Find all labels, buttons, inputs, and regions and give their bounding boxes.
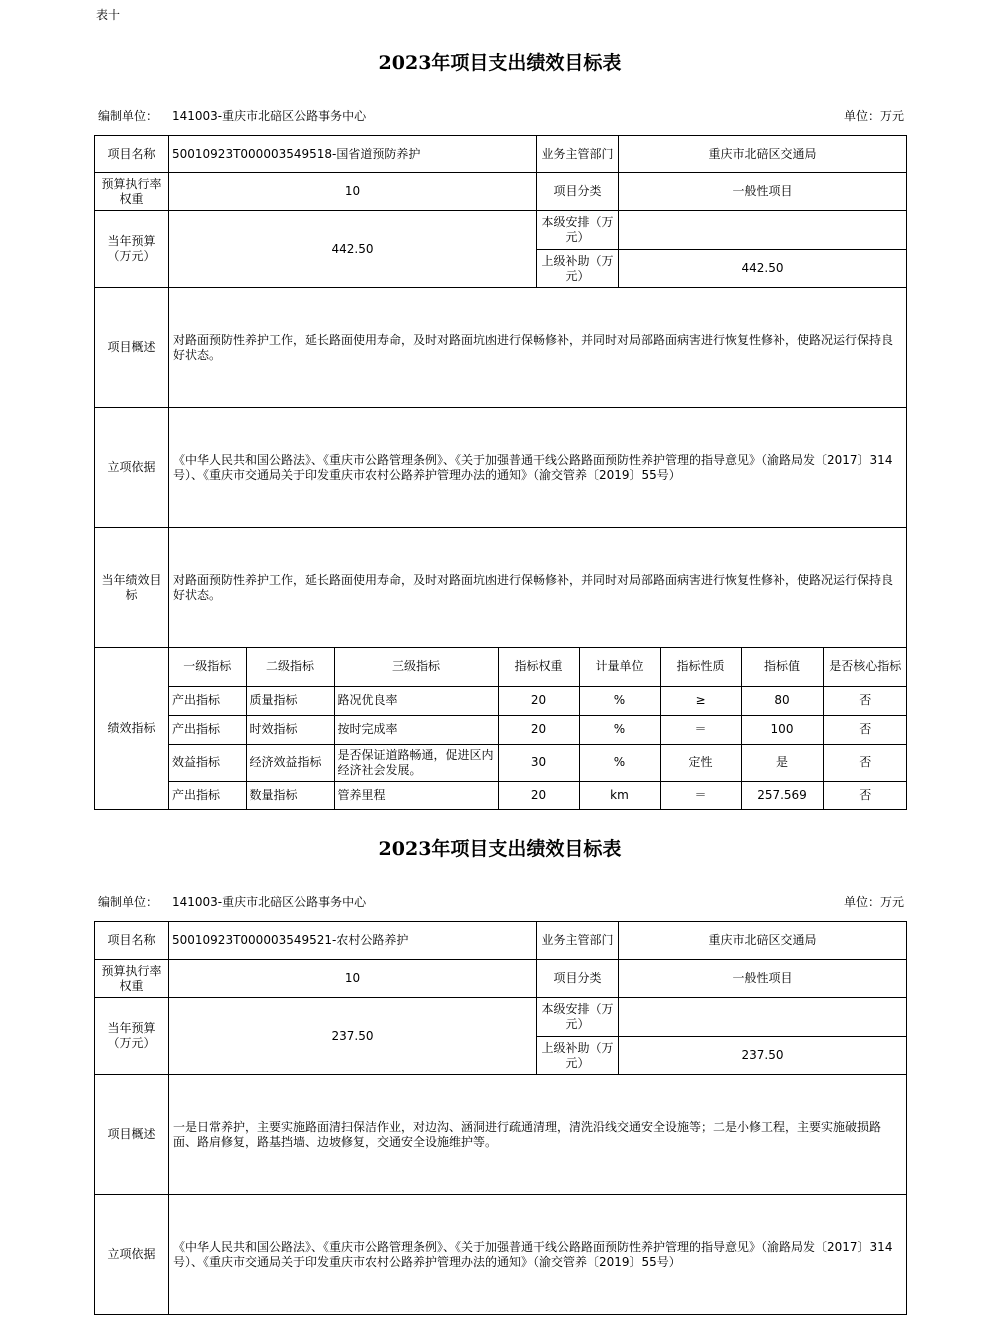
overview-text: 对路面预防性养护工作，延长路面使用寿命，及时对路面坑凼进行保畅修补，并同时对局部路面病害进行恢复性修补，使路况运行保持良好状态。 bbox=[169, 288, 907, 408]
overview-text: 一是日常养护，主要实施路面清扫保洁作业，对边沟、涵洞进行疏通清理，清洗沿线交通安全设施等；二是小修工程，主要实施破损路面、路肩修复，路基挡墙、边坡修复，交通安全设施维护等。 bbox=[169, 1075, 907, 1195]
indicator-level2: 质量指标 bbox=[246, 686, 334, 715]
org-value: 141003-重庆市北碚区公路事务中心 bbox=[172, 109, 367, 123]
indicator-level3: 按时完成率 bbox=[334, 715, 498, 744]
budget-value: 237.50 bbox=[169, 998, 537, 1075]
header-nature: 指标性质 bbox=[660, 648, 741, 686]
indicator-core: 否 bbox=[823, 686, 907, 715]
dept-label: 业务主管部门 bbox=[537, 922, 619, 960]
indicator-weight: 20 bbox=[498, 686, 579, 715]
indicator-weight: 20 bbox=[498, 781, 579, 809]
indicator-level1: 产出指标 bbox=[169, 686, 246, 715]
dept-value: 重庆市北碚区交通局 bbox=[619, 922, 907, 960]
header-level1: 一级指标 bbox=[169, 648, 246, 686]
table-number-label: 表十 bbox=[96, 8, 121, 22]
indicator-table bbox=[169, 648, 907, 809]
indicator-row bbox=[169, 715, 907, 744]
indicator-weight: 30 bbox=[498, 744, 579, 781]
indicator-level2: 经济效益指标 bbox=[246, 744, 334, 781]
money-unit: 单位：万元 bbox=[843, 109, 904, 123]
indicator-core: 否 bbox=[823, 781, 907, 809]
indicator-unit: km bbox=[579, 781, 660, 809]
header-weight: 指标权重 bbox=[498, 648, 579, 686]
project-name-label: 项目名称 bbox=[95, 136, 169, 173]
local-value bbox=[619, 211, 907, 250]
table-meta bbox=[94, 893, 906, 909]
indicator-core: 否 bbox=[823, 744, 907, 781]
local-label: 本级安排（万元） bbox=[537, 211, 619, 250]
project-name-label: 项目名称 bbox=[95, 922, 169, 960]
target-table bbox=[94, 921, 907, 1315]
header-level2: 二级指标 bbox=[246, 648, 334, 686]
table-meta bbox=[94, 107, 906, 123]
indicator-value: 是 bbox=[741, 744, 823, 781]
goal-text: 对路面预防性养护工作，延长路面使用寿命，及时对路面坑凼进行保畅修补，并同时对局部路面病害进行恢复性修补，使路况运行保持良好状态。 bbox=[169, 528, 907, 648]
header-value: 指标值 bbox=[741, 648, 823, 686]
category-label: 项目分类 bbox=[537, 173, 619, 211]
budget-value: 442.50 bbox=[169, 211, 537, 288]
upper-label: 上级补助（万元） bbox=[537, 1037, 619, 1075]
header-level3: 三级指标 bbox=[334, 648, 498, 686]
indicator-value: 257.569 bbox=[741, 781, 823, 809]
indicator-value: 80 bbox=[741, 686, 823, 715]
indicator-row bbox=[169, 686, 907, 715]
budget-label: 当年预算（万元） bbox=[95, 998, 169, 1075]
indicator-level1: 产出指标 bbox=[169, 715, 246, 744]
indicator-level2: 时效指标 bbox=[246, 715, 334, 744]
target-table bbox=[94, 135, 907, 810]
weight-label: 预算执行率权重 bbox=[95, 173, 169, 211]
header-unit: 计量单位 bbox=[579, 648, 660, 686]
weight-value: 10 bbox=[169, 173, 537, 211]
weight-value: 10 bbox=[169, 960, 537, 998]
indicator-row bbox=[169, 781, 907, 809]
indicator-nature: ＝ bbox=[660, 715, 741, 744]
dept-value: 重庆市北碚区交通局 bbox=[619, 136, 907, 173]
basis-text: 《中华人民共和国公路法》、《重庆市公路管理条例》、《关于加强普通干线公路路面预防性养护管理的指导意见》（渝路局发〔2017〕314号）、《重庆市交通局关于印发重庆市农村公路养护管理办法的通知》（渝交管养〔2019〕55号） bbox=[169, 408, 907, 528]
goal-label: 当年绩效目标 bbox=[95, 528, 169, 648]
overview-label: 项目概述 bbox=[95, 288, 169, 408]
org-label: 编制单位： bbox=[98, 109, 159, 123]
basis-text: 《中华人民共和国公路法》、《重庆市公路管理条例》、《关于加强普通干线公路路面预防性养护管理的指导意见》（渝路局发〔2017〕314号）、《重庆市交通局关于印发重庆市农村公路养护管理办法的通知》（渝交管养〔2019〕55号） bbox=[169, 1195, 907, 1315]
table-title: 2023年项目支出绩效目标表 bbox=[378, 838, 622, 860]
category-value: 一般性项目 bbox=[619, 960, 907, 998]
table-title: 2023年项目支出绩效目标表 bbox=[378, 52, 622, 74]
indicator-row bbox=[169, 744, 907, 781]
indicator-unit: % bbox=[579, 744, 660, 781]
category-value: 一般性项目 bbox=[619, 173, 907, 211]
perf-label: 绩效指标 bbox=[95, 648, 169, 810]
indicator-nature: ≥ bbox=[660, 686, 741, 715]
budget-label: 当年预算（万元） bbox=[95, 211, 169, 288]
indicator-level3: 路况优良率 bbox=[334, 686, 498, 715]
org-label: 编制单位： bbox=[98, 895, 159, 909]
indicator-cell bbox=[169, 648, 907, 810]
upper-value: 442.50 bbox=[619, 250, 907, 288]
upper-value: 237.50 bbox=[619, 1037, 907, 1075]
category-label: 项目分类 bbox=[537, 960, 619, 998]
project-name: 50010923T000003549521-农村公路养护 bbox=[169, 922, 537, 960]
indicator-level3: 管养里程 bbox=[334, 781, 498, 809]
upper-label: 上级补助（万元） bbox=[537, 250, 619, 288]
org-value: 141003-重庆市北碚区公路事务中心 bbox=[172, 895, 367, 909]
money-unit: 单位：万元 bbox=[843, 895, 904, 909]
indicator-level2: 数量指标 bbox=[246, 781, 334, 809]
local-value bbox=[619, 998, 907, 1037]
basis-label: 立项依据 bbox=[95, 1195, 169, 1315]
indicator-unit: % bbox=[579, 686, 660, 715]
dept-label: 业务主管部门 bbox=[537, 136, 619, 173]
project-name: 50010923T000003549518-国省道预防养护 bbox=[169, 136, 537, 173]
header-core: 是否核心指标 bbox=[823, 648, 907, 686]
indicator-level1: 产出指标 bbox=[169, 781, 246, 809]
overview-label: 项目概述 bbox=[95, 1075, 169, 1195]
indicator-level1: 效益指标 bbox=[169, 744, 246, 781]
indicator-header-row bbox=[169, 648, 907, 686]
weight-label: 预算执行率权重 bbox=[95, 960, 169, 998]
indicator-weight: 20 bbox=[498, 715, 579, 744]
indicator-level3: 是否保证道路畅通，促进区内经济社会发展。 bbox=[334, 744, 498, 781]
indicator-nature: ＝ bbox=[660, 781, 741, 809]
indicator-nature: 定性 bbox=[660, 744, 741, 781]
indicator-value: 100 bbox=[741, 715, 823, 744]
indicator-unit: % bbox=[579, 715, 660, 744]
indicator-core: 否 bbox=[823, 715, 907, 744]
basis-label: 立项依据 bbox=[95, 408, 169, 528]
local-label: 本级安排（万元） bbox=[537, 998, 619, 1037]
